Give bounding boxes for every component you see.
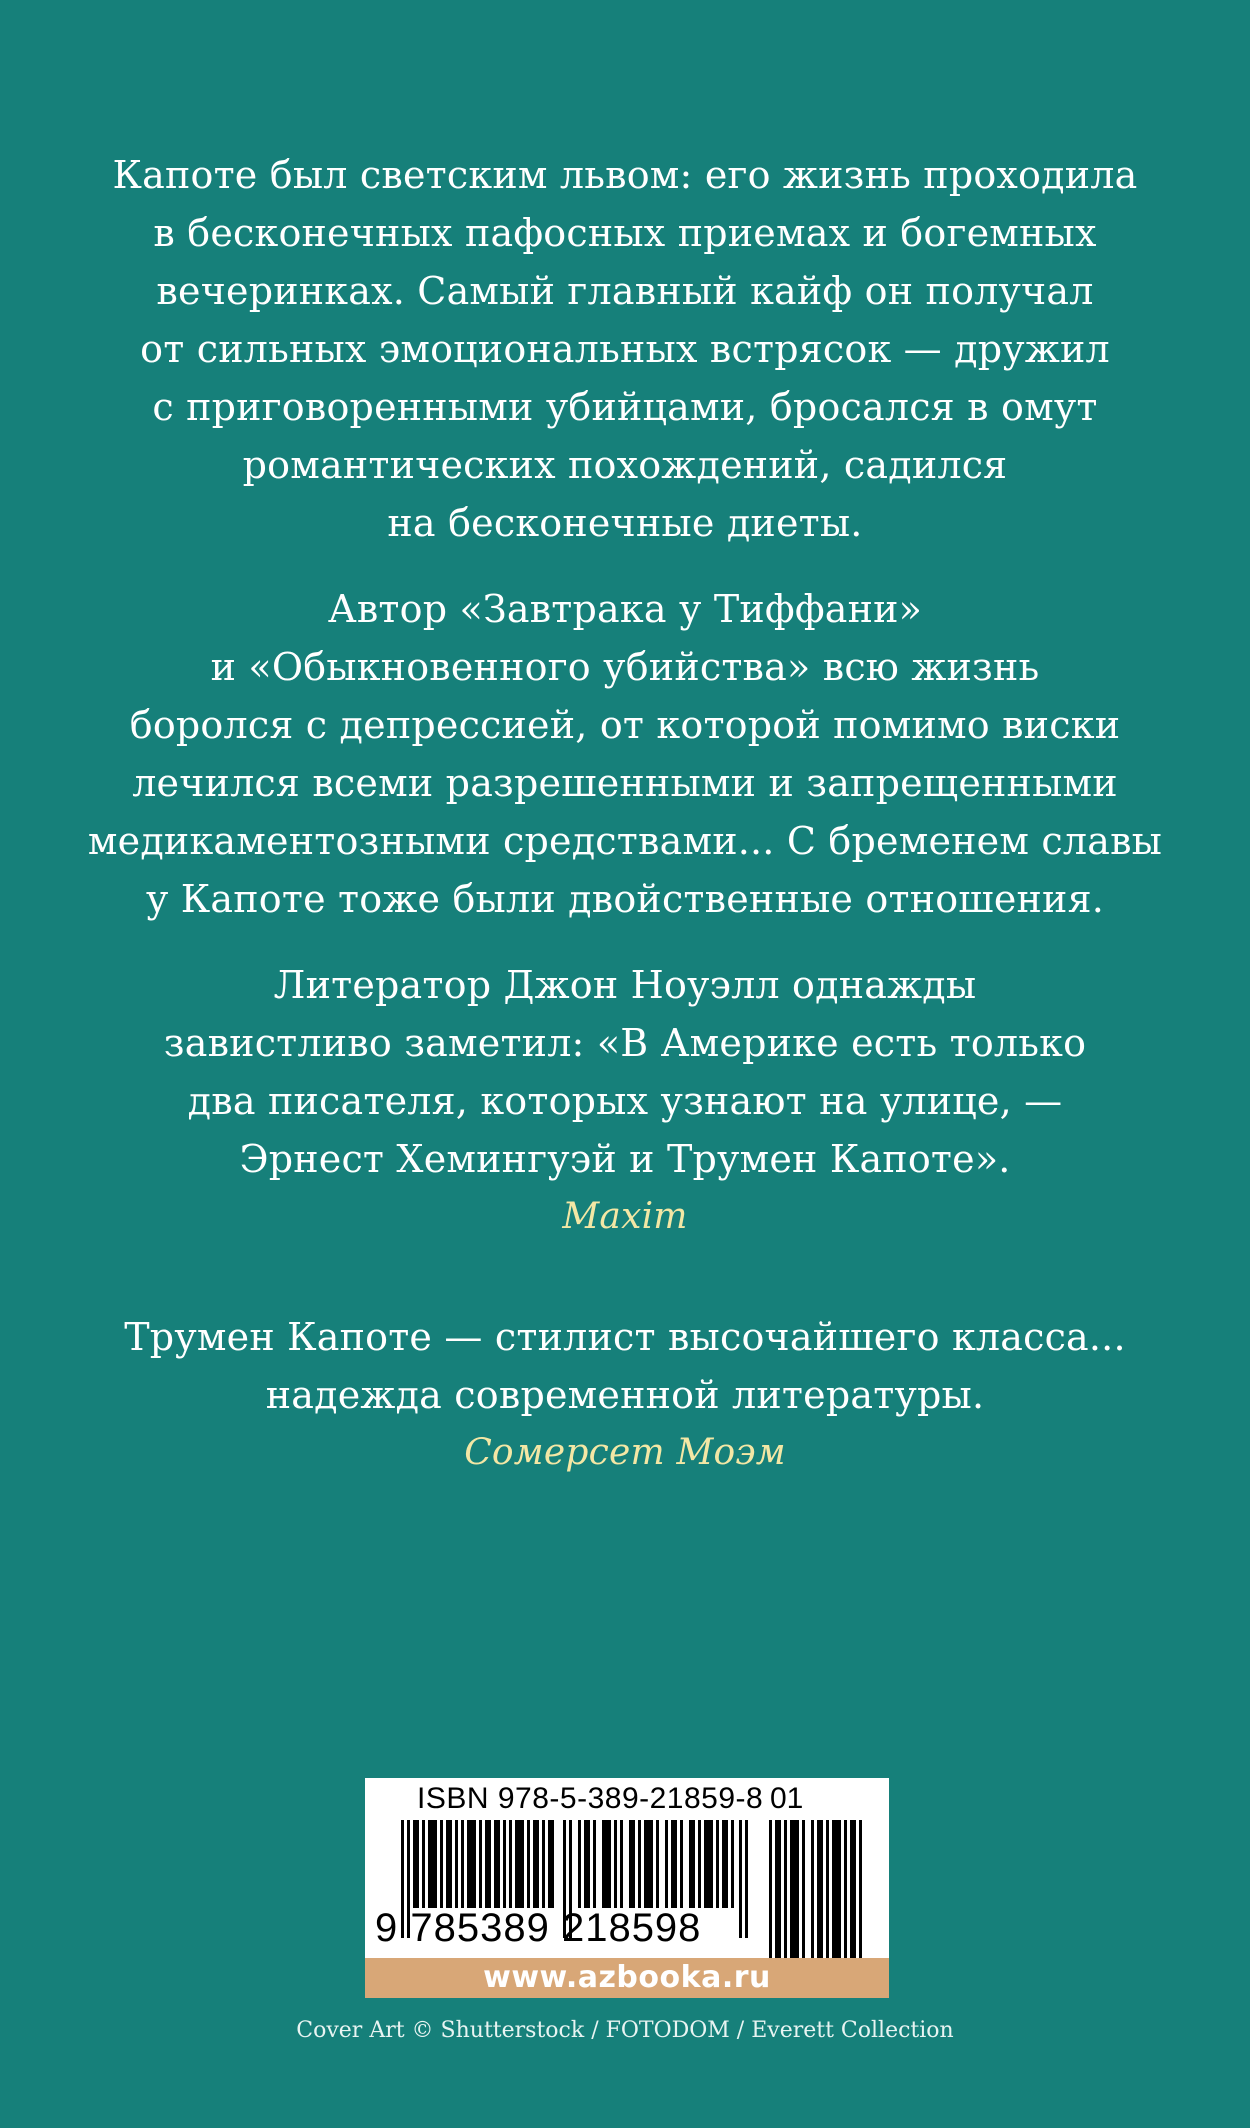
quote-attribution-maugham: Сомерсет Моэм — [464, 1432, 786, 1473]
text-line: в бесконечных пафосных приемах и богемных — [153, 211, 1097, 255]
blurb-block-maugham — [0, 1308, 1250, 1482]
text-line: два писателя, которых узнают на улице, — — [187, 1079, 1063, 1123]
text-line: вечеринках. Самый главный кайф он получал — [156, 269, 1094, 313]
text-line: боролся с депрессией, от которой помимо виски — [129, 703, 1121, 747]
text-line: Трумен Капоте — стилист высочайшего класса... — [124, 1315, 1126, 1359]
blurb-paragraph-3 — [0, 956, 1250, 1246]
text-line: и «Обыкновенного убийства» всю жизнь — [210, 645, 1040, 689]
barcode-digits: 9 785389 218598 — [375, 1906, 702, 1950]
publisher-website: www.azbooka.ru — [365, 1958, 889, 1998]
text-line: Автор «Завтрака у Тиффани» — [327, 587, 923, 631]
text-line: с приговоренными убийцами, бросался в омут — [152, 385, 1098, 429]
quote-attribution-maxim: Maxim — [562, 1196, 688, 1237]
isbn-label: ISBN 978-5-389-21859-8 — [417, 1782, 764, 1815]
barcode-addon-icon — [769, 1820, 865, 1970]
blurb-block-main — [0, 146, 1250, 1274]
blurb-paragraph-2 — [0, 580, 1250, 928]
text-line: у Капоте тоже были двойственные отношения. — [145, 877, 1105, 921]
blurb-paragraph-1 — [0, 146, 1250, 552]
cover-art-credits: Cover Art © Shutterstock / FOTODOM / Everett Collection — [296, 2018, 954, 2043]
text-line: на бесконечные диеты. — [387, 501, 863, 545]
text-line: лечился всеми разрешенными и запрещенными — [132, 761, 1118, 805]
barcode-addon-label: 01 — [770, 1782, 804, 1815]
blurb-paragraph-4 — [0, 1308, 1250, 1482]
text-line: завистливо заметил: «В Америке есть только — [163, 1021, 1087, 1065]
text-line: медикаментозными средствами... С бременем славы — [87, 819, 1163, 863]
text-line: надежда современной литературы. — [265, 1373, 985, 1417]
text-line: Капоте был светским львом: его жизнь проходила — [112, 153, 1138, 197]
text-line: Эрнест Хемингуэй и Трумен Капоте». — [239, 1137, 1011, 1181]
text-line: Литератор Джон Ноуэлл однажды — [273, 963, 977, 1007]
text-line: от сильных эмоциональных встрясок — дружил — [140, 327, 1110, 371]
text-line: романтических похождений, садился — [242, 443, 1008, 487]
